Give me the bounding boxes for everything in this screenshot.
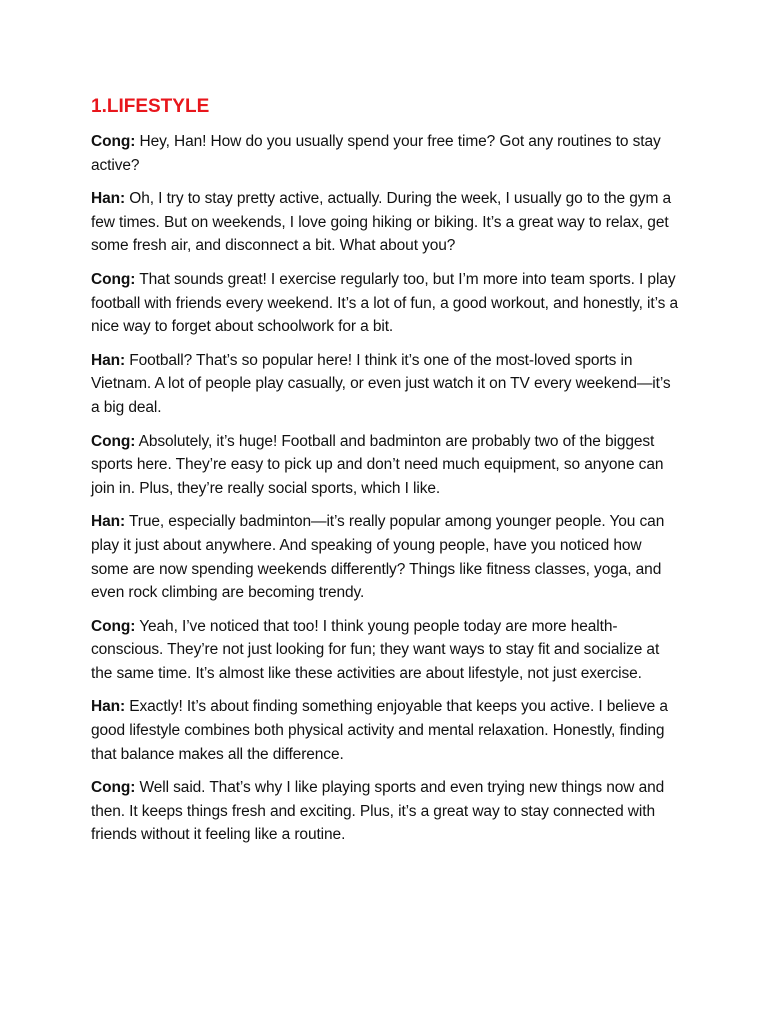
speaker-name: Cong: [91, 432, 136, 450]
dialogue-line [91, 349, 680, 420]
speaker-name: Han: [91, 190, 126, 208]
dialogue-text: That sounds great! I exercise regularly too, but I’m more into team sports. I play football with friends every weekend. It’s a lot of fun, a good workout, and honestly, it’s a nice way to forget about schoolwork for a bit. [91, 270, 679, 336]
dialogue-line [91, 615, 680, 686]
section-title: 1.LIFESTYLE [91, 96, 210, 117]
dialogue-text: Oh, I try to stay pretty active, actually. During the week, I usually go to the gym a few times. But on weekends, I love going hiking or biking. It’s a great way to relax, get some fresh air, and disconnect a bit. What about you? [91, 190, 671, 255]
dialogue-line [91, 510, 680, 604]
speaker-name: Cong: [91, 133, 136, 150]
dialogue-text: Absolutely, it’s huge! Football and badminton are probably two of the biggest sports here. They’re easy to pick up and don’t need much equipment, so anyone can join in. Plus, they’re really social sports, which I like. [91, 432, 664, 497]
dialogue-line [91, 776, 680, 847]
dialogue-line [91, 268, 680, 339]
speaker-name: Han: [91, 698, 126, 716]
speaker-name: Cong: [91, 779, 136, 797]
dialogue-text: Football? That’s so popular here! I think it’s one of the most-loved sports in Vietnam. A lot of people play casually, or even just watch it on TV every weekend—it’s a big deal. [91, 351, 671, 416]
dialogue-text: Hey, Han! How do you usually spend your free time? Got any routines to stay active? [91, 133, 661, 174]
dialogue-text: Exactly! It’s about finding something enjoyable that keeps you active. I believe a good lifestyle combines both physical activity and mental relaxation. Honestly, finding that balance makes all the difference. [91, 698, 668, 763]
dialogue-line [91, 187, 680, 258]
dialogue-line [91, 130, 680, 177]
dialogue-text: True, especially badminton—it’s really popular among younger people. You can play it just about anywhere. And speaking of young people, have you noticed how some are now spending weekends differently? Things like fitness classes, yoga, and even rock climbing are becoming trendy. [91, 513, 665, 602]
dialogue-text: Well said. That’s why I like playing sports and even trying new things now and then. It keeps things fresh and exciting. Plus, it’s a great way to stay connected with friends without it feeling like a routine. [91, 779, 665, 844]
speaker-name: Han: [91, 513, 126, 531]
dialogue-line [91, 430, 680, 501]
speaker-name: Cong: [91, 617, 136, 635]
dialogue-text: Yeah, I’ve noticed that too! I think young people today are more health-conscious. They’re not just looking for fun; they want ways to stay fit and socialize at the same time. It’s almost like these activities are about lifestyle, not just exercise. [91, 617, 660, 682]
dialogue-line [91, 695, 680, 766]
speaker-name: Cong: [91, 270, 136, 288]
speaker-name: Han: [91, 351, 126, 369]
